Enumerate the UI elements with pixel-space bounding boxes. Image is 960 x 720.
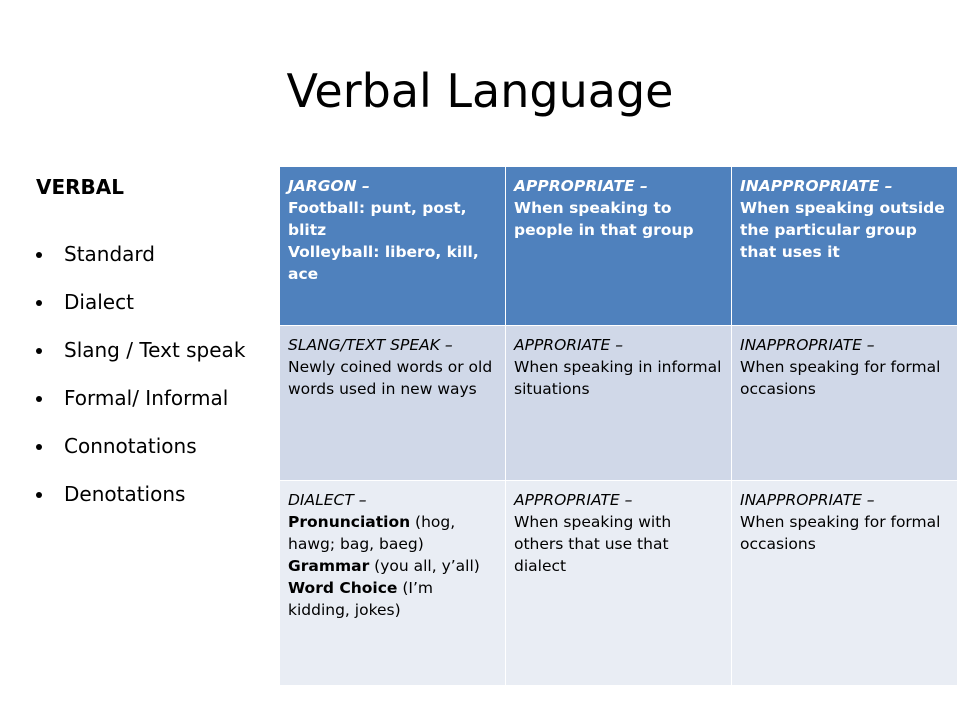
cell-body: When speaking outside the particular group that uses it	[740, 199, 945, 261]
dialect-word-choice: Word Choice (I’m kidding, jokes)	[288, 579, 433, 619]
cell-head: SLANG/TEXT SPEAK –	[288, 336, 453, 354]
slide-title: Verbal Language	[286, 64, 674, 118]
list-item-standard: Standard	[36, 242, 266, 290]
cell-head: DIALECT –	[288, 491, 367, 509]
list-item-dialect: Dialect	[36, 290, 266, 338]
cell-head: APPROPRIATE –	[514, 491, 633, 509]
cell-dialect-inappropriate	[732, 481, 958, 686]
dialect-grammar: Grammar (you all, y’all)	[288, 557, 480, 575]
list-item-connotations: Connotations	[36, 434, 266, 482]
dialect-pronunciation: Pronunciation (hog, hawg; bag, baeg)	[288, 513, 456, 553]
cell-body: When speaking with others that use that dialect	[514, 513, 672, 575]
cell-jargon-appropriate	[506, 167, 732, 326]
cell-body: When speaking in informal situations	[514, 358, 722, 398]
cell-jargon-football: Football: punt, post, blitz	[288, 199, 467, 239]
cell-body: When speaking to people in that group	[514, 199, 694, 239]
cell-body: Newly coined words or old words used in new ways	[288, 358, 493, 398]
verbal-list	[36, 242, 266, 530]
list-item-formal-informal: Formal/ Informal	[36, 386, 266, 434]
cell-head: APPROPRIATE –	[514, 177, 648, 195]
list-item-denotations: Denotations	[36, 482, 266, 530]
cell-head: APPRORIATE –	[514, 336, 624, 354]
cell-jargon	[280, 167, 506, 326]
cell-dialect	[280, 481, 506, 686]
cell-dialect-appropriate	[506, 481, 732, 686]
cell-head: INAPPROPRIATE –	[740, 336, 875, 354]
table-row-dialect	[280, 481, 958, 686]
table-row-jargon	[280, 167, 958, 326]
cell-jargon-head: JARGON –	[288, 177, 370, 195]
verbal-heading: VERBAL	[36, 175, 125, 199]
cell-jargon-inappropriate	[732, 167, 958, 326]
table-row-slang	[280, 326, 958, 481]
verbal-panel	[36, 170, 266, 530]
language-table	[279, 166, 958, 686]
list-item-slang: Slang / Text speak	[36, 338, 266, 386]
cell-slang	[280, 326, 506, 481]
cell-jargon-volleyball: Volleyball: libero, kill, ace	[288, 243, 479, 283]
cell-slang-inappropriate	[732, 326, 958, 481]
cell-slang-appropriate	[506, 326, 732, 481]
cell-body: When speaking for formal occasions	[740, 358, 941, 398]
cell-body: When speaking for formal occasions	[740, 513, 941, 553]
cell-head: INAPPROPRIATE –	[740, 491, 875, 509]
cell-head: INAPPROPRIATE –	[740, 177, 893, 195]
